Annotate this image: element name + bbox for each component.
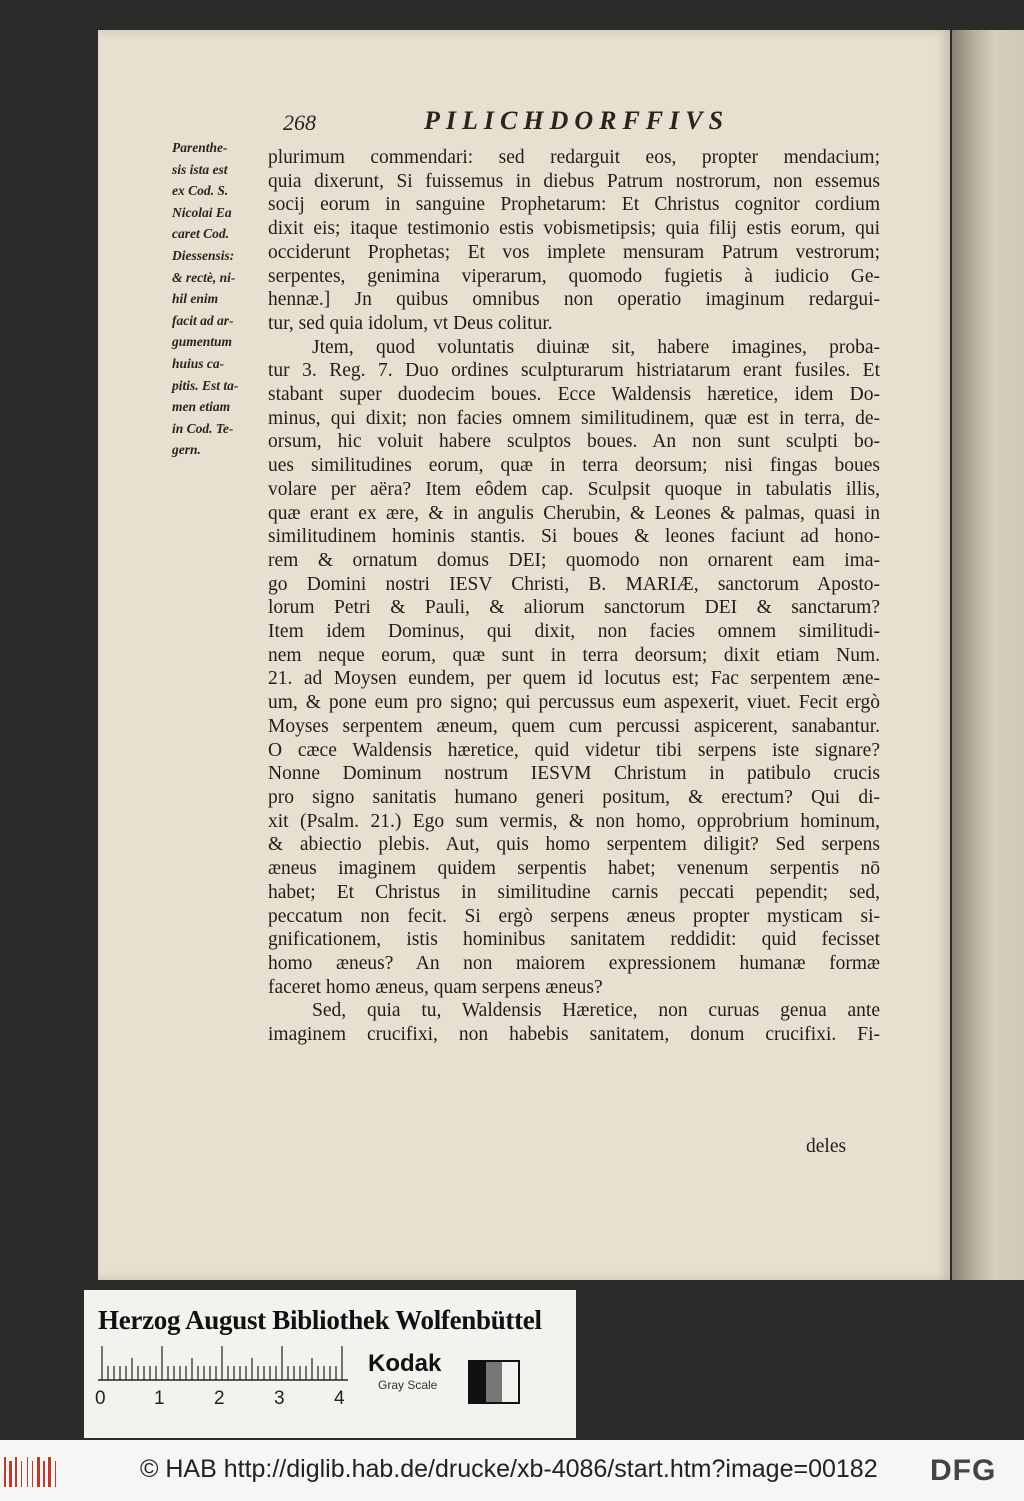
- text-line: Sed, quia tu, Waldensis Hæretice, non curuas genua ante: [312, 1000, 880, 1022]
- text-line: faceret homo æneus, quam serpens æneus?: [268, 976, 603, 998]
- text-line: Jtem, quod voluntatis diuinæ sit, habere imagines, proba-: [312, 336, 880, 358]
- marginal-note-line: & rectè, ni-: [172, 269, 236, 285]
- text-line: habet; Et Christus in similitudine carnis peccati pependit; sed,: [268, 881, 880, 903]
- text-line: dixit eis; itaque testimonio estis vobismetipsis; quia filij estis eorum, qui: [268, 218, 880, 240]
- barcode-bar: [21, 1461, 22, 1487]
- marginal-note-line: gumentum: [172, 334, 233, 350]
- text-line: socij eorum in sanguine Prophetarum: Et Christus cognitor cordium: [268, 194, 880, 216]
- text-line: æneus imaginem quidem serpentis habet; venenum serpentis nō: [268, 858, 880, 880]
- text-line: gnificationem, istis hominibus sanitatem reddidit: quid fecisset: [268, 929, 880, 951]
- text-line: quæ erant ex ære, & in angulis Cherubin, & Leones & palmas, quasi in: [268, 502, 880, 524]
- text-line: Item idem Dominus, qui dixit, non facies omnem similitudi-: [268, 621, 880, 643]
- text-line: minus, qui dixit; non facies omnem similitudinem, quæ est in terra, de-: [268, 407, 880, 429]
- marginal-note-line: Parenthe-: [172, 140, 228, 155]
- marginal-note-line: hil enim: [172, 291, 219, 307]
- text-line: xit (Psalm. 21.) Ego sum vermis, & non homo, opprobrium hominum,: [268, 810, 880, 832]
- text-line: ues similitudines eorum, quæ in terra deorsum; nisi fingas boues: [268, 455, 880, 477]
- running-head: PILICHDORFFIVS: [424, 106, 730, 135]
- ruler-number: 3: [274, 1388, 285, 1409]
- text-line: nem neque eorum, quæ sunt in terra deorsum; dixit etiam Num.: [268, 644, 880, 666]
- ruler-number: 4: [334, 1388, 345, 1409]
- measurement-ruler: [98, 1345, 348, 1381]
- text-line: serpentes, genimina viperarum, quomodo fugietis à iudicio Ge-: [268, 265, 880, 287]
- text-line: pro signo sanitatis humano generi positum, & erectum? Qui di-: [268, 786, 880, 808]
- text-line: imaginem crucifixi, non habebis sanitatem, donum crucifixi. Fi-: [268, 1024, 880, 1046]
- barcode-bar: [32, 1461, 33, 1487]
- barcode-bar: [27, 1457, 28, 1487]
- marginal-note-line: Nicolai Ea: [172, 204, 232, 220]
- marginal-note-line: men etiam: [172, 399, 231, 415]
- marginal-note-line: pitis. Est ta-: [172, 377, 239, 393]
- text-line: & abiectio plebis. Aut, quis homo serpentem diligit? Sed serpens: [268, 834, 880, 856]
- text-line: volare per aëra? Item eôdem cap. Sculpsit quoque in tabulatis illis,: [268, 478, 880, 500]
- barcode-bar: [48, 1457, 51, 1487]
- page-number: 268: [283, 110, 316, 135]
- text-line: peccatum non fecit. Si ergò serpens æneus propter mysticam si-: [268, 905, 880, 927]
- gray-scale-label: Gray Scale: [378, 1378, 438, 1392]
- barcode-bar: [37, 1457, 40, 1487]
- ruler-number: 0: [95, 1388, 106, 1409]
- copyright-link[interactable]: © HAB http://diglib.hab.de/drucke/xb-4086/start.htm?image=00182: [140, 1455, 878, 1483]
- catchword: deles: [806, 1136, 847, 1157]
- hab-barcode-logo-icon: [4, 1455, 64, 1489]
- patch-gray: [486, 1362, 502, 1402]
- text-line: um, & pone eum pro signo; qui percussus eum aspexerit, viuet. Fecit ergò: [268, 692, 880, 714]
- text-line: 21. ad Moysen eundem, per quem id locutus est; Fac serpentem æne-: [268, 668, 880, 690]
- marginal-note-line: ex Cod. S.: [172, 183, 229, 199]
- text-line: Moyses serpentem æneum, quem cum percussi aspicerent, sanabantur.: [268, 715, 880, 737]
- text-line: O cæce Waldensis hæretice, quid videtur tibi serpens iste signare?: [268, 739, 880, 761]
- facing-page-edge: [952, 30, 1024, 1280]
- barcode-bar: [15, 1457, 17, 1487]
- dfg-logo: DFG: [930, 1454, 997, 1487]
- patch-white: [502, 1362, 518, 1402]
- ruler-number: 2: [214, 1388, 225, 1409]
- marginal-note-line: Diessensis:: [172, 247, 235, 263]
- text-line: plurimum commendari: sed redarguit eos, propter mendacium;: [268, 147, 880, 168]
- text-line: hennæ.] Jn quibus omnibus non operatio imaginum redargui-: [268, 289, 880, 311]
- gray-scale-patches: [468, 1360, 520, 1404]
- barcode-bar: [9, 1461, 12, 1487]
- barcode-bar: [4, 1457, 6, 1487]
- text-line: stabant super duodecim boues. Ecce Waldensis hæretice, idem Do-: [268, 384, 880, 406]
- text-line: tur 3. Reg. 7. Duo ordines sculpturarum histriatarum erant fusiles. Et: [268, 360, 880, 382]
- marginal-note-line: in Cod. Te-: [172, 420, 234, 436]
- kodak-logo: Kodak: [368, 1350, 442, 1377]
- marginal-note: [172, 137, 272, 461]
- text-line: similitudinem hominis stantis. Si boues & leones faciunt ad hono-: [268, 526, 880, 548]
- text-line: lorum Petri & Pauli, & aliorum sanctorum DEI & sanctarum?: [268, 597, 880, 619]
- text-line: rem & ornatum domus DEI; quomodo non ornarent eam ima-: [268, 549, 880, 571]
- text-line: occiderunt Prophetas; Et vos implete mensuram Patrum vestrorum;: [268, 241, 880, 263]
- marginal-note-line: huius ca-: [172, 355, 225, 371]
- library-name: Herzog August Bibliothek Wolfenbüttel: [98, 1305, 542, 1335]
- ruler-number: 1: [154, 1388, 165, 1409]
- patch-black: [470, 1362, 486, 1402]
- text-line: go Domini nostri IESV Christi, B. MARIÆ, sanctorum Aposto-: [268, 573, 880, 595]
- text-line: Nonne Dominum nostrum IESVM Christum in patibulo crucis: [268, 763, 880, 785]
- body-text: [268, 146, 880, 1047]
- text-line: homo æneus? An non maiorem expressionem humanæ formæ: [268, 952, 880, 974]
- text-line: tur, sed quia idolum, vt Deus colitur.: [268, 312, 553, 334]
- marginal-note-line: caret Cod.: [172, 226, 229, 242]
- barcode-bar: [55, 1461, 56, 1487]
- text-line: quia dixerunt, Si fuissemus in diebus Patrum nostrorum, non essemus: [268, 170, 880, 192]
- marginal-note-line: sis ista est: [172, 161, 228, 177]
- barcode-bar: [43, 1461, 45, 1487]
- text-line: orsum, hic voluit habere sculptos boues. An non sunt sculpti bo-: [268, 431, 880, 453]
- marginal-note-line: gern.: [172, 442, 201, 458]
- marginal-note-line: facit ad ar-: [172, 312, 234, 328]
